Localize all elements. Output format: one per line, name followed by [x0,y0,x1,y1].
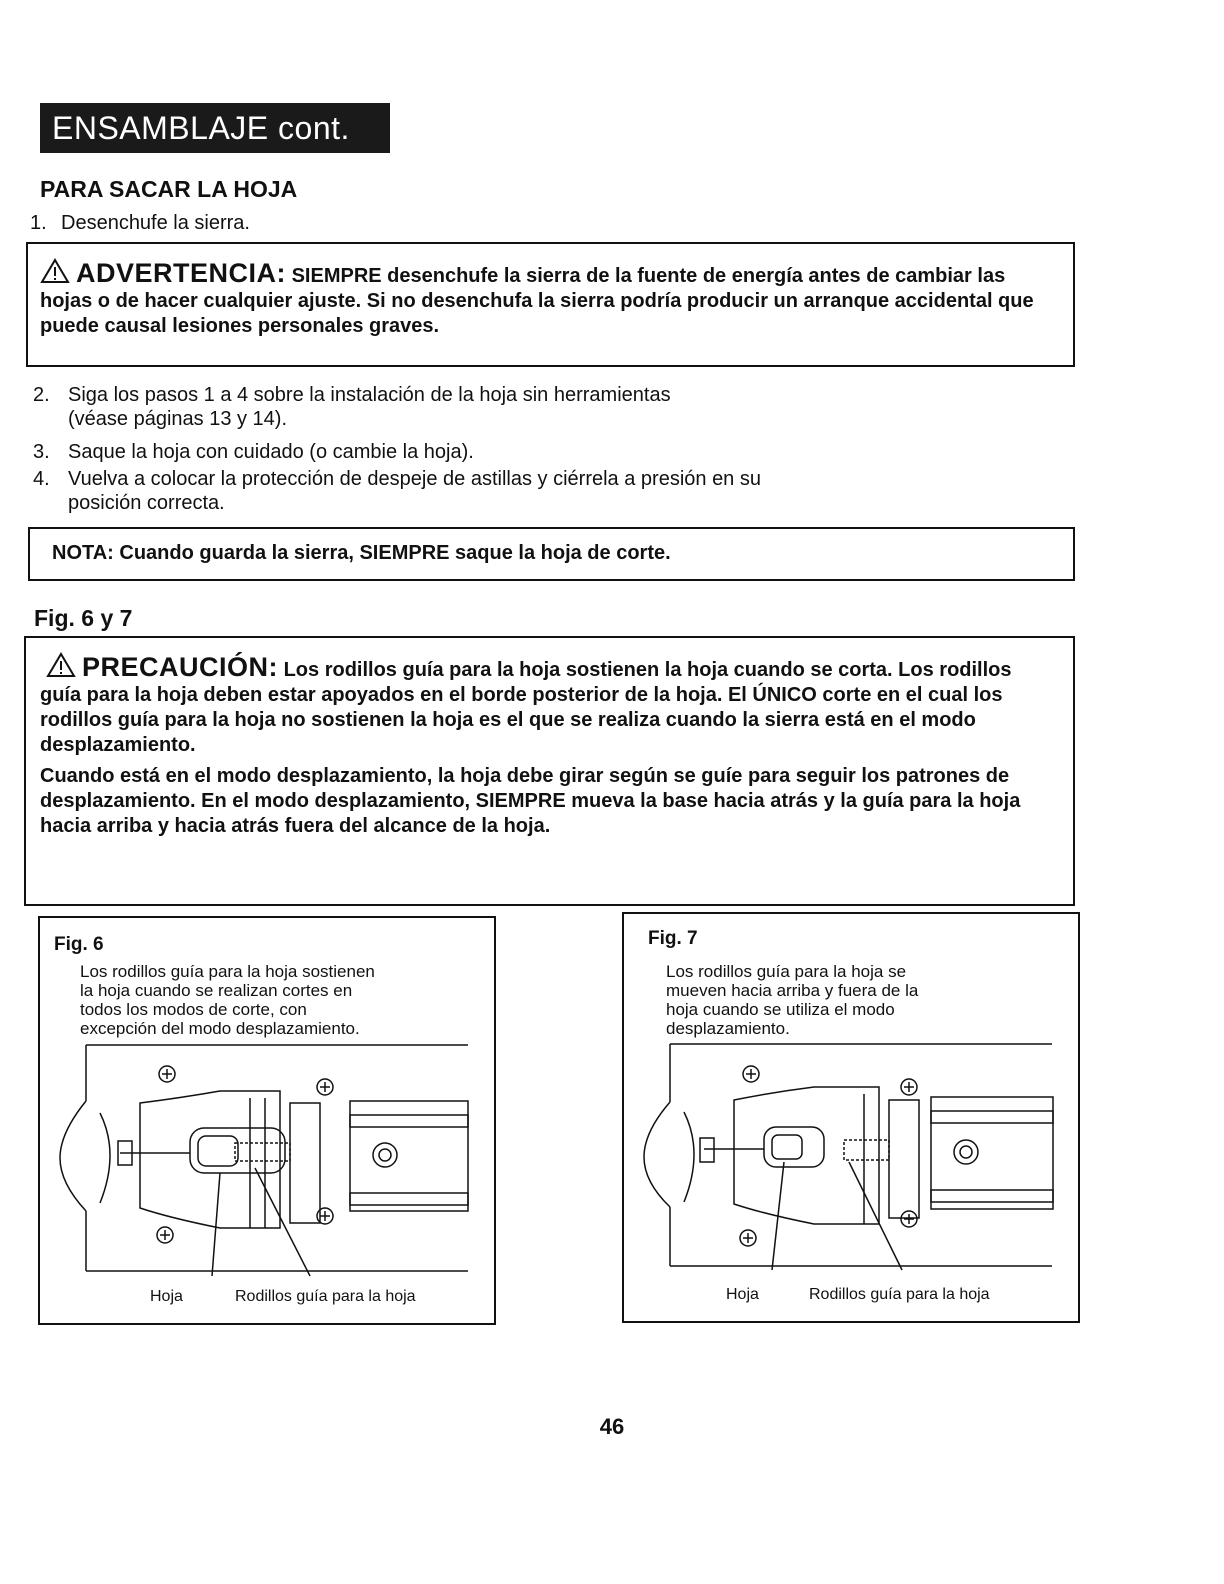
blade-label: Hoja [726,1286,759,1303]
figure-title: Fig. 6 [54,934,104,955]
caution-triangle-icon [46,652,76,678]
warning-label: ADVERTENCIA: [76,258,287,288]
section-title: PARA SACAR LA HOJA [40,176,298,202]
saw-blade-guide-illustration [634,1042,1059,1272]
caption-line: hoja cuando se utiliza el modo [666,1000,895,1019]
rollers-label: Rodillos guía para la hoja [809,1286,990,1303]
warning-text: SIEMPRE desenchufe la sierra de la fuente de energía antes de cambiar las hojas o de hacer cualquier ajuste. Si no desenchufa la sierra podría producir un arranque accidental que puede causal lesiones personales graves. [40,265,1034,337]
step-1 [30,212,930,236]
saw-blade-guide-illustration [50,1043,475,1278]
warning-box [26,242,1075,367]
caption-line: excepción del modo desplazamiento. [80,1019,360,1038]
caution-box [24,636,1075,906]
figure-7 [622,912,1080,1323]
figures-heading: Fig. 6 y 7 [34,605,133,631]
note-box [28,527,1075,581]
caption-line: la hoja cuando se realizan cortes en [80,981,353,1000]
caption-line: Los rodillos guía para la hoja sostienen [80,962,375,981]
step-4 [33,468,983,516]
step-number: 4. [33,468,50,490]
caution-para-1: Los rodillos guía para la hoja sostienen la hoja cuando se corta. Los rodillos guía para la hoja deben estar apoyados en el borde posterior de la hoja. El ÚNICO corte en el cual los rodillos guía para la hoja no sostienen la hoja es el que se realiza cuando la sierra está en el modo desplazamiento. [40,659,1012,756]
rollers-label: Rodillos guía para la hoja [235,1288,416,1305]
step-3 [33,441,933,465]
caution-label: PRECAUCIÓN: [82,652,279,682]
warning-triangle-icon [40,258,70,284]
step-2 [33,384,933,432]
figure-title: Fig. 7 [648,928,698,949]
step-number: 2. [33,384,50,406]
caption-line: desplazamiento. [666,1019,790,1038]
step-text: Saque la hoja con cuidado (o cambie la hoja). [68,441,474,463]
section-banner: ENSAMBLAJE cont. [40,103,390,153]
caution-para-2: Cuando está en el modo desplazamiento, la hoja debe girar según se guíe para seguir los patrones de desplazamiento. En el modo desplazamiento, SIEMPRE mueva la base hacia atrás y la guía para la hoja hacia arriba y hacia atrás fuera del alcance de la hoja. [40,765,1021,837]
note-text: NOTA: Cuando guarda la sierra, SIEMPRE saque la hoja de corte. [52,542,671,564]
step-text-cont: posición correcta. [68,492,225,514]
caption-line: mueven hacia arriba y fuera de la [666,981,919,1000]
step-number: 1. [30,212,47,234]
step-number: 3. [33,441,50,463]
step-text: Vuelva a colocar la protección de despeje de astillas y ciérrela a presión en su [68,468,761,490]
step-text: Desenchufe la sierra. [61,212,250,234]
figure-caption [666,962,918,1038]
caption-line: Los rodillos guía para la hoja se [666,962,907,981]
blade-label: Hoja [150,1288,183,1305]
figure-6 [38,916,496,1325]
figure-caption [80,962,375,1038]
caption-line: todos los modos de corte, con [80,1000,307,1019]
page-number: 46 [599,1414,625,1439]
step-text-cont: (véase páginas 13 y 14). [68,408,288,430]
step-text: Siga los pasos 1 a 4 sobre la instalación de la hoja sin herramientas [68,384,671,406]
